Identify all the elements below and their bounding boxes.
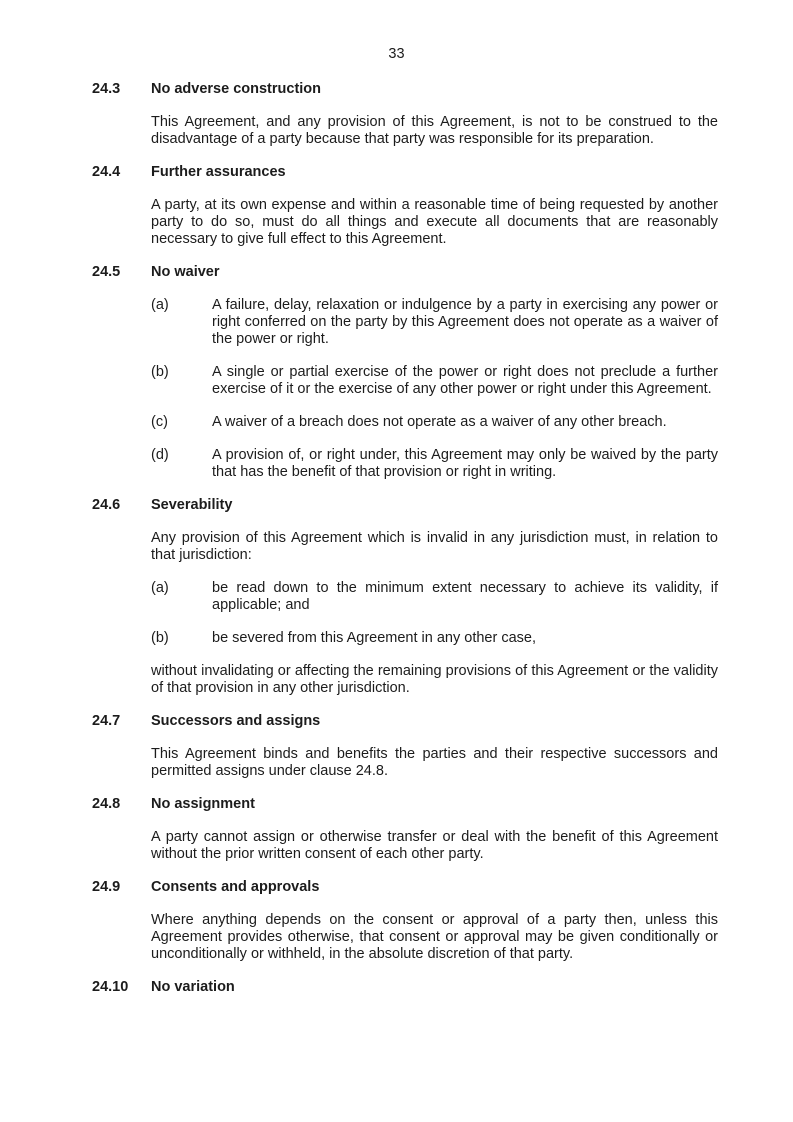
clause-section xyxy=(92,164,718,248)
clause-title: Consents and approvals xyxy=(151,879,320,895)
clause-number: 24.9 xyxy=(92,879,121,895)
clause-subitem xyxy=(151,447,718,481)
clause-subitem xyxy=(151,630,718,647)
clause-number: 24.5 xyxy=(92,264,121,280)
clause-title: No waiver xyxy=(151,264,220,280)
clause-number: 24.7 xyxy=(92,713,121,729)
clause-section xyxy=(92,713,718,780)
clause-heading-row xyxy=(92,164,718,181)
clause-section xyxy=(92,979,718,996)
subitem-label: (d) xyxy=(151,447,169,463)
clause-title: No assignment xyxy=(151,796,255,812)
clause-paragraph: This Agreement binds and benefits the parties and their respective successors and permitted assigns under clause 24.8. xyxy=(151,746,718,779)
clause-number: 24.3 xyxy=(92,81,121,97)
clause-heading-row xyxy=(92,979,718,996)
subitem-label: (b) xyxy=(151,630,169,646)
clause-paragraph: Any provision of this Agreement which is invalid in any jurisdiction must, in relation to that jurisdiction: xyxy=(151,530,718,563)
clause-paragraph: A party cannot assign or otherwise transfer or deal with the benefit of this Agreement without the prior written consent of each other party. xyxy=(151,829,718,862)
clause-section xyxy=(92,264,718,481)
clause-paragraph: A party, at its own expense and within a reasonable time of being requested by another party to do so, must do all things and execute all documents that are reasonably necessary to give full effect to this Agreement. xyxy=(151,197,718,247)
clause-title: Further assurances xyxy=(151,164,286,180)
page-number: 33 xyxy=(388,46,405,62)
clause-heading-row xyxy=(92,713,718,730)
subitem-label: (a) xyxy=(151,297,169,313)
clause-title: Severability xyxy=(151,497,233,513)
clause-heading-row xyxy=(92,796,718,813)
clause-title: No adverse construction xyxy=(151,81,322,97)
subitem-text: A single or partial exercise of the power or right does not preclude a further exercise of it or the exercise of any other power or right under this Agreement. xyxy=(212,364,718,397)
subitem-label: (b) xyxy=(151,364,169,380)
subitem-label: (a) xyxy=(151,580,169,596)
clause-section xyxy=(92,81,718,148)
clause-heading-row xyxy=(92,497,718,514)
subitem-label: (c) xyxy=(151,414,168,430)
clause-subitem xyxy=(151,580,718,614)
clause-subitem xyxy=(151,297,718,348)
document-body xyxy=(92,81,718,996)
clause-subitem xyxy=(151,414,718,431)
clause-heading-row xyxy=(92,81,718,98)
clause-section xyxy=(92,796,718,863)
subitem-text: be severed from this Agreement in any other case, xyxy=(212,630,537,646)
clause-section xyxy=(92,497,718,697)
clause-heading-row xyxy=(92,879,718,896)
clause-number: 24.6 xyxy=(92,497,121,513)
clause-title: No variation xyxy=(151,979,235,995)
clause-heading-row xyxy=(92,264,718,281)
clause-paragraph: This Agreement, and any provision of this Agreement, is not to be construed to the disadvantage of a party because that party was responsible for its preparation. xyxy=(151,114,718,147)
subitem-text: be read down to the minimum extent necessary to achieve its validity, if applicable; and xyxy=(212,580,718,613)
clause-title: Successors and assigns xyxy=(151,713,321,729)
clause-paragraph: Where anything depends on the consent or approval of a party then, unless this Agreement provides otherwise, that consent or approval may be given conditionally or unconditionally or withheld, in the absolute discretion of that party. xyxy=(151,912,718,962)
clause-section xyxy=(92,879,718,963)
subitem-text: A failure, delay, relaxation or indulgence by a party in exercising any power or right conferred on the party by this Agreement does not operate as a waiver of the power or right. xyxy=(212,297,718,347)
clause-paragraph: without invalidating or affecting the remaining provisions of this Agreement or the validity of that provision in any other jurisdiction. xyxy=(151,663,718,696)
clause-number: 24.10 xyxy=(92,979,129,995)
subitem-text: A provision of, or right under, this Agreement may only be waived by the party that has the benefit of that provision or right in writing. xyxy=(212,447,718,480)
clause-number: 24.8 xyxy=(92,796,121,812)
clause-subitem xyxy=(151,364,718,398)
subitem-text: A waiver of a breach does not operate as a waiver of any other breach. xyxy=(212,414,667,430)
clause-number: 24.4 xyxy=(92,164,121,180)
